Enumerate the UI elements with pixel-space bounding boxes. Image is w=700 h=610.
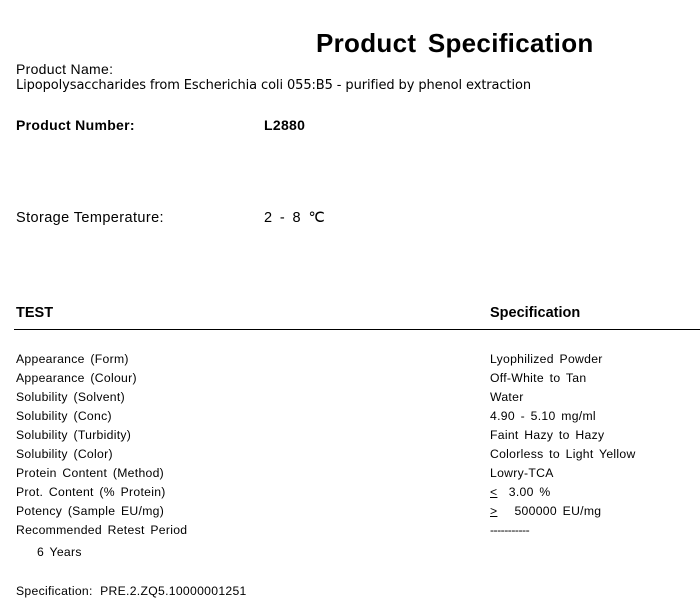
specification-table: [0, 352, 700, 542]
spec-value: Colorless to Light Yellow: [490, 447, 636, 461]
table-row: [0, 485, 700, 504]
product-number: L2880: [264, 117, 306, 133]
test-name: Solubility (Conc): [16, 409, 112, 423]
test-name: Prot. Content (% Protein): [16, 485, 166, 499]
test-column-header: TEST: [16, 305, 54, 321]
spec-value-text: 500000 EU/mg: [514, 504, 602, 518]
table-row: [0, 428, 700, 447]
test-name: Solubility (Solvent): [16, 390, 125, 404]
spec-value: [490, 485, 551, 499]
table-row: [0, 371, 700, 390]
product-name: Lipopolysaccharides from Escherichia coli 055:B5 - purified by phenol extraction: [16, 78, 531, 93]
table-row: [0, 409, 700, 428]
table-row: [0, 523, 700, 542]
spec-value: Lowry-TCA: [490, 466, 554, 480]
product-name-label: Product Name:: [16, 61, 114, 77]
spec-value: Faint Hazy to Hazy: [490, 428, 605, 442]
storage-temperature-value: 2 - 8 ℃: [264, 210, 326, 226]
product-number-label: Product Number:: [16, 117, 135, 133]
test-name: Appearance (Colour): [16, 371, 137, 385]
footer-value: PRE.2.ZQ5.10000001251: [100, 584, 247, 598]
retest-period-value: 6 Years: [37, 545, 82, 559]
spec-value: Lyophilized Powder: [490, 352, 603, 366]
greater-than-or-equal-symbol: >: [490, 504, 498, 518]
table-row: [0, 447, 700, 466]
less-than-or-equal-symbol: <: [490, 485, 498, 499]
table-row: [0, 390, 700, 409]
test-name: Potency (Sample EU/mg): [16, 504, 165, 518]
table-row: [0, 504, 700, 523]
spec-value: Water: [490, 390, 524, 404]
test-name: Recommended Retest Period: [16, 523, 188, 537]
page-title: Product Specification: [316, 28, 594, 58]
specification-footer: [16, 584, 247, 598]
test-name: Solubility (Color): [16, 447, 113, 461]
spec-value: -----------: [490, 523, 530, 537]
test-name: Appearance (Form): [16, 352, 129, 366]
test-name: Protein Content (Method): [16, 466, 165, 480]
spec-value: Off-White to Tan: [490, 371, 587, 385]
spec-value: [490, 504, 601, 518]
header-divider: [14, 329, 700, 330]
test-name: Solubility (Turbidity): [16, 428, 132, 442]
storage-temperature-label: Storage Temperature:: [16, 210, 164, 226]
specification-column-header: Specification: [490, 305, 581, 321]
table-row: [0, 352, 700, 371]
table-row: [0, 466, 700, 485]
spec-value: 4.90 - 5.10 mg/ml: [490, 409, 596, 423]
spec-value-text: 3.00 %: [508, 485, 551, 499]
footer-label: Specification:: [16, 584, 93, 598]
